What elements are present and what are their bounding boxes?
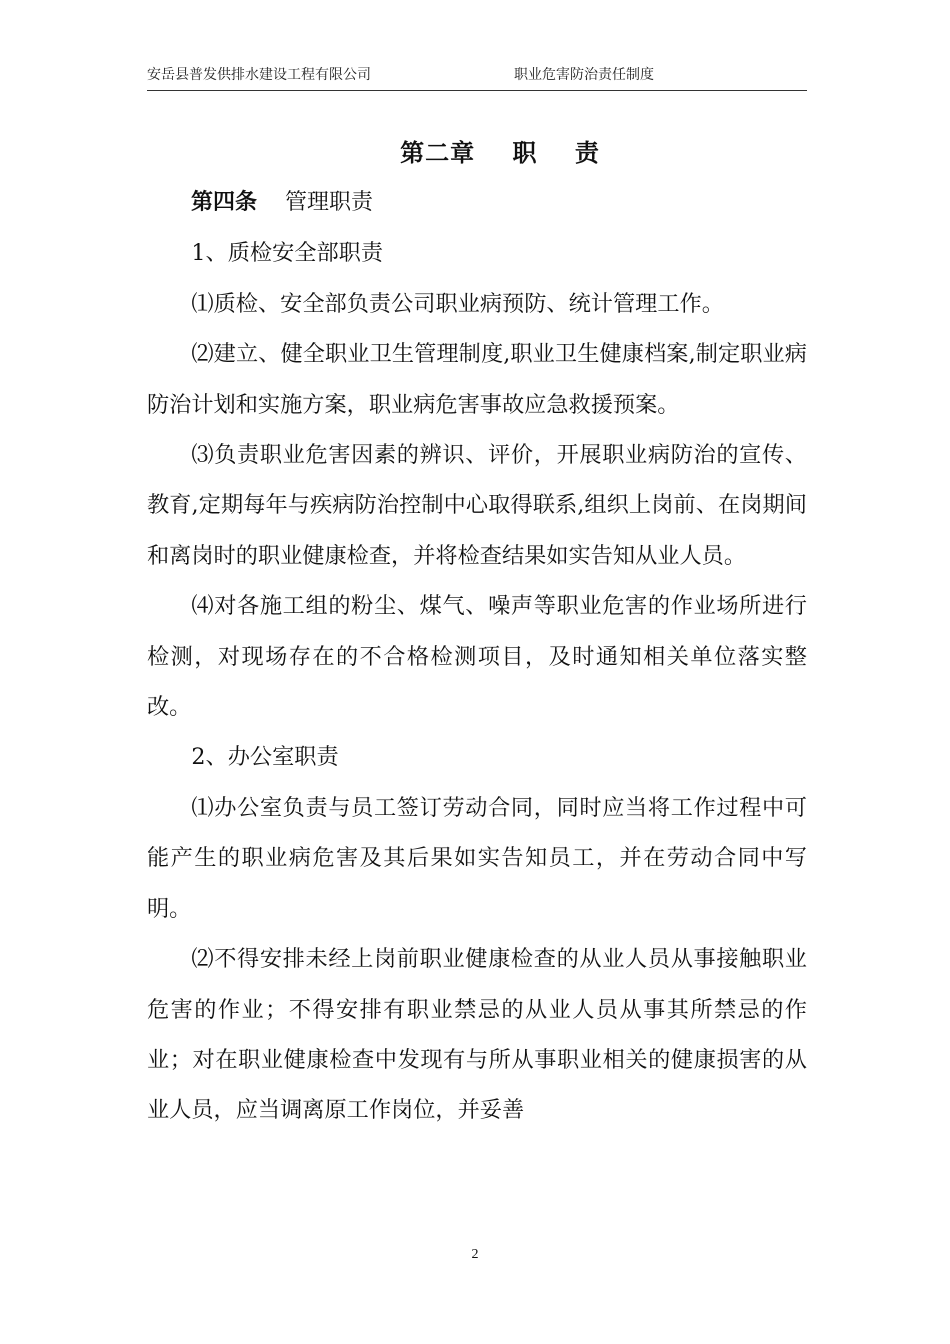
paragraph: ⑵不得安排未经上岗前职业健康检查的从业人员从事接触职业危害的作业；不得安排有职业禁忌的从业人员从事其所禁忌的作业；对在职业健康检查中发现有与所从事职业相关的健康损害的从业人员，应当调离原工作岗位，并妥善 xyxy=(147,946,807,1124)
article-number: 第四条 xyxy=(191,190,258,215)
body-text xyxy=(147,178,807,1136)
header-rule xyxy=(147,90,807,91)
header-document-title: 职业危害防治责任制度 xyxy=(514,67,654,83)
paragraph: ⑵建立、健全职业卫生管理制度,职业卫生健康档案,制定职业病防治计划和实施方案，职业病危害事故应急救援预案。 xyxy=(147,341,807,418)
paragraph: ⑴质检、安全部负责公司职业病预防、统计管理工作。 xyxy=(191,290,724,317)
article-heading xyxy=(147,178,807,228)
page-number: 2 xyxy=(471,1247,479,1262)
header-company-name: 安岳县普发供排水建设工程有限公司 xyxy=(147,67,371,83)
page-header xyxy=(147,64,807,86)
paragraph: ⑴办公室负责与员工签订劳动合同，同时应当将工作过程中可能产生的职业病危害及其后果如实告知员工，并在劳动合同中写明。 xyxy=(147,794,807,922)
paragraph: ⑶负责职业危害因素的辨识、评价，开展职业病防治的宣传、教育,定期每年与疾病防治控制中心取得联系,组织上岗前、在岗期间和离岗时的职业健康检查，并将检查结果如实告知从业人员。 xyxy=(147,442,807,569)
paragraph: ⑷对各施工组的粉尘、煤气、噪声等职业危害的作业场所进行检测，对现场存在的不合格检测项目，及时通知相关单位落实整改。 xyxy=(147,593,807,721)
article-title: 管理职责 xyxy=(285,190,374,215)
section-heading-office: 2、办公室职责 xyxy=(191,744,339,771)
section-heading-quality-safety: 1、质检安全部职责 xyxy=(191,240,384,267)
chapter-title: 第二章 职 责 xyxy=(400,139,600,167)
